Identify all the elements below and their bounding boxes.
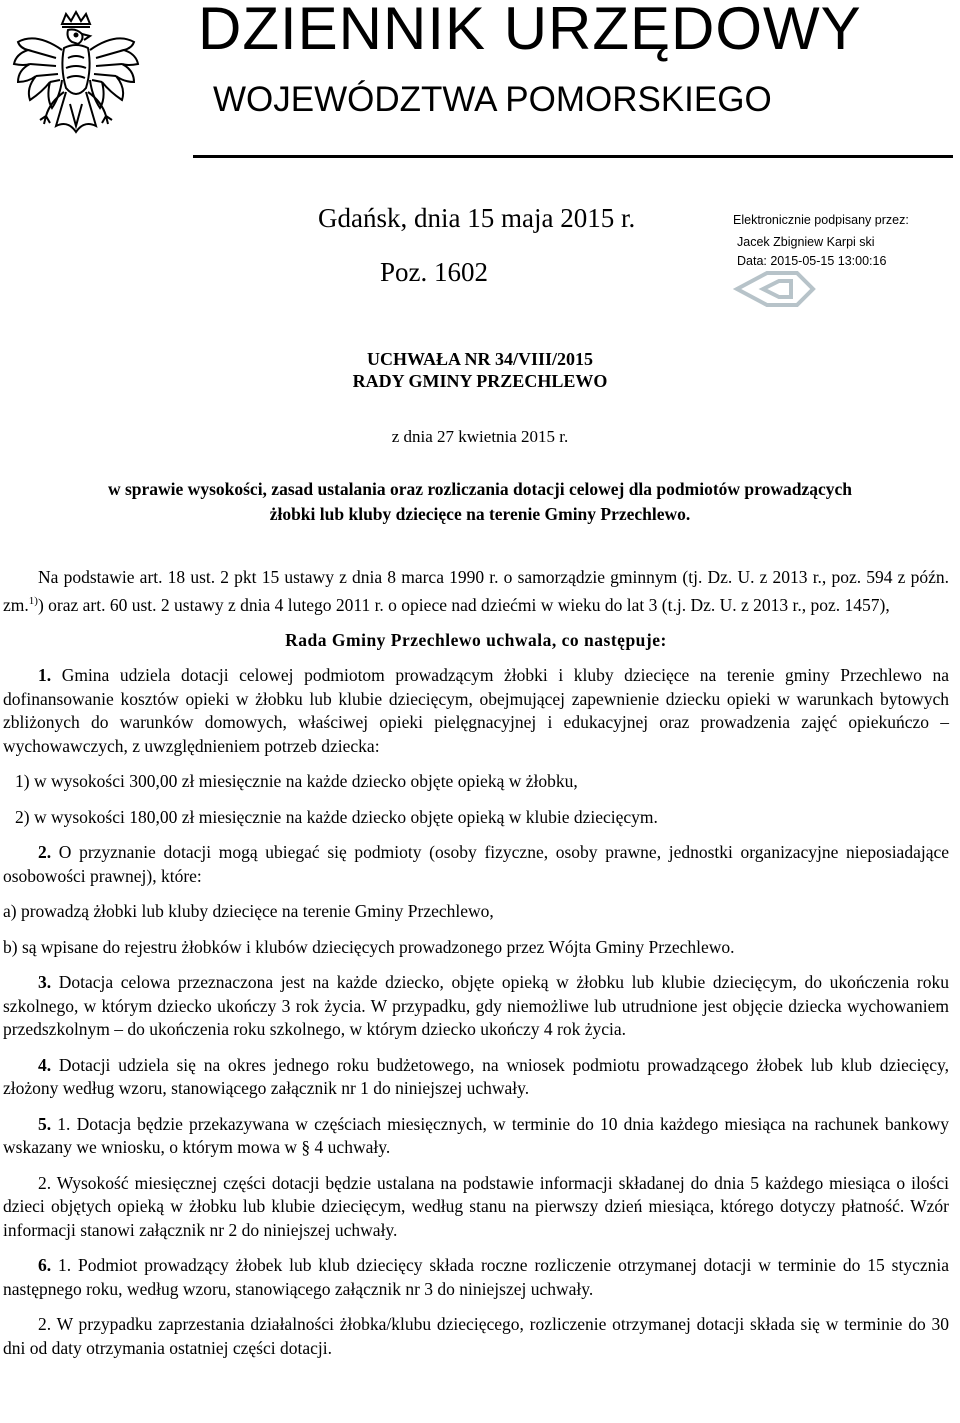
preamble: Na podstawie art. 18 ust. 2 pkt 15 ustawy z dnia 8 marca 1990 r. o samorządzie gminnym (tj. Dz. U. z 2013 r., poz. 594 z późn. zm.$^{1)}$) oraz art. 60 ust. 2 ustawy z dnia 4 lutego 2011 r. o opiece nad dziećmi w wieku do lat 3 (t.j. Dz. U. z 2013 r., poz. 1457), — [3, 567, 949, 615]
paragraph-5-2: 2. Wysokość miesięcznej części dotacji będzie ustalana na podstawie informacji składanej do dnia 5 każdego miesiąca o ilości dzieci objętych opieką w żłobku lub klubie dziecięcym, według stanu na pierwszy dzień miesiąca, którego dotyczy płatność. Wzór informacji stanowi załącznik nr 2 do niniejszej uchwały. — [3, 1172, 949, 1240]
resolution-subject — [0, 477, 960, 527]
resolution-date: z dnia 27 kwietnia 2015 r. — [391, 427, 569, 446]
paragraph-4: 4. Dotacji udziela się na okres jednego roku budżetowego, na wniosek podmiotu prowadzącego żłobek lub klub dziecięcy, złożony według wzoru, stanowiącego załącznik nr 1 do niniejszej uchwały. — [3, 1054, 950, 1099]
electronic-signature — [733, 210, 933, 310]
paragraph-2: 2. O przyznanie dotacji mogą ubiegać się podmioty (osoby fizyczne, osoby prawne, jednostki organizacyjne nieposiadające osobowości prawnej), które: — [3, 842, 950, 886]
list-item: b) są wpisane do rejestru żłobków i klubów dziecięcych prowadzonego przez Wójta Gminy Przechlewo. — [3, 936, 735, 957]
place-date: Gdańsk, dnia 15 maja 2015 r. — [318, 203, 636, 233]
resolution-body — [3, 566, 949, 1360]
signature-label: Elektronicznie podpisany przez: — [733, 213, 909, 227]
list-item: a) prowadzą żłobki lub kluby dziecięce na terenie Gminy Przechlewo, — [3, 901, 494, 922]
paragraph-1: 1. Gmina udziela dotacji celowej podmiotom prowadzącym żłobki i kluby dziecięce na terenie gminy Przechlewo na dofinansowanie kosztów opieki w żłobku lub klubie dziecięcym, obejmującej zapewnienie dziecku opieki w warunkach bytowych zbliżonych do warunków domowych, właściwej opieki pielęgnacyjnej i edukacyjnej oraz prowadzenia zajęć opiekuńczo – wychowawczych, z uwzględnieniem potrzeb dziecka: — [3, 665, 950, 756]
paragraph-3: 3. Dotacja celowa przeznaczona jest na każde dziecko, objęte opieką w żłobku lub klubie dziecięcym, do ukończenia roku szkolnego, w którym dziecko ukończy 3 rok życia. W przypadku, gdy niemożliwe lub utrudnione jest objęcie dziecka wychowaniem przedszkolnym – do ukończenia roku szkolnego, w którym dziecko ukończy 4 rok życia. — [3, 972, 949, 1040]
resolution-authority: RADY GMINY PRZECHLEWO — [352, 371, 608, 391]
subject-line-1: w sprawie wysokości, zasad ustalania oraz rozliczania dotacji celowej dla podmiotów prowadzących — [107, 479, 853, 499]
signature-date: Data: 2015-05-15 13:00:16 — [737, 254, 887, 268]
decree-statement: Rada Gminy Przechlewo uchwala, co następuje: — [285, 629, 667, 650]
position-number: Poz. 1602 — [380, 257, 488, 287]
gazette-subtitle: WOJEWÓDZTWA POMORSKIEGO — [213, 80, 772, 119]
header-divider — [193, 155, 953, 158]
resolution-title — [0, 348, 960, 392]
paragraph-6: 6. 1. Podmiot prowadzący żłobek lub klub dziecięcy składa roczne rozliczenie otrzymanej dotacji w terminie do 15 stycznia następnego roku, według wzoru, stanowiącego załącznik nr 3 do niniejszej uchwały. — [3, 1255, 950, 1299]
list-item: 1) w wysokości 300,00 zł miesięcznie na każde dziecko objęte opieką w żłobku, — [15, 771, 578, 792]
signature-stamp-icon — [733, 265, 823, 315]
gazette-title: DZIENNIK URZĘDOWY — [198, 0, 862, 62]
eagle-emblem-icon — [6, 8, 146, 158]
list-item: 2) w wysokości 180,00 zł miesięcznie na każde dziecko objęte opieką w klubie dziecięcym. — [15, 806, 658, 827]
resolution-number: UCHWAŁA NR 34/VIII/2015 — [366, 349, 594, 369]
subject-line-2: żłobki lub kluby dziecięce na terenie Gminy Przechlewo. — [269, 504, 691, 524]
paragraph-5: 5. 1. Dotacja będzie przekazywana w częściach miesięcznych, w terminie do 10 dnia każdego miesiąca na rachunek bankowy wskazany we wniosku, o którym mowa w § 4 uchwały. — [3, 1113, 949, 1158]
paragraph-6-2: 2. W przypadku zaprzestania działalności żłobka/klubu dziecięcego, rozliczenie otrzymanej dotacji składa się w terminie do 30 dni od daty otrzymania ostatniej części dotacji. — [3, 1314, 949, 1358]
signature-signer: Jacek Zbigniew Karpi ski — [737, 235, 875, 249]
